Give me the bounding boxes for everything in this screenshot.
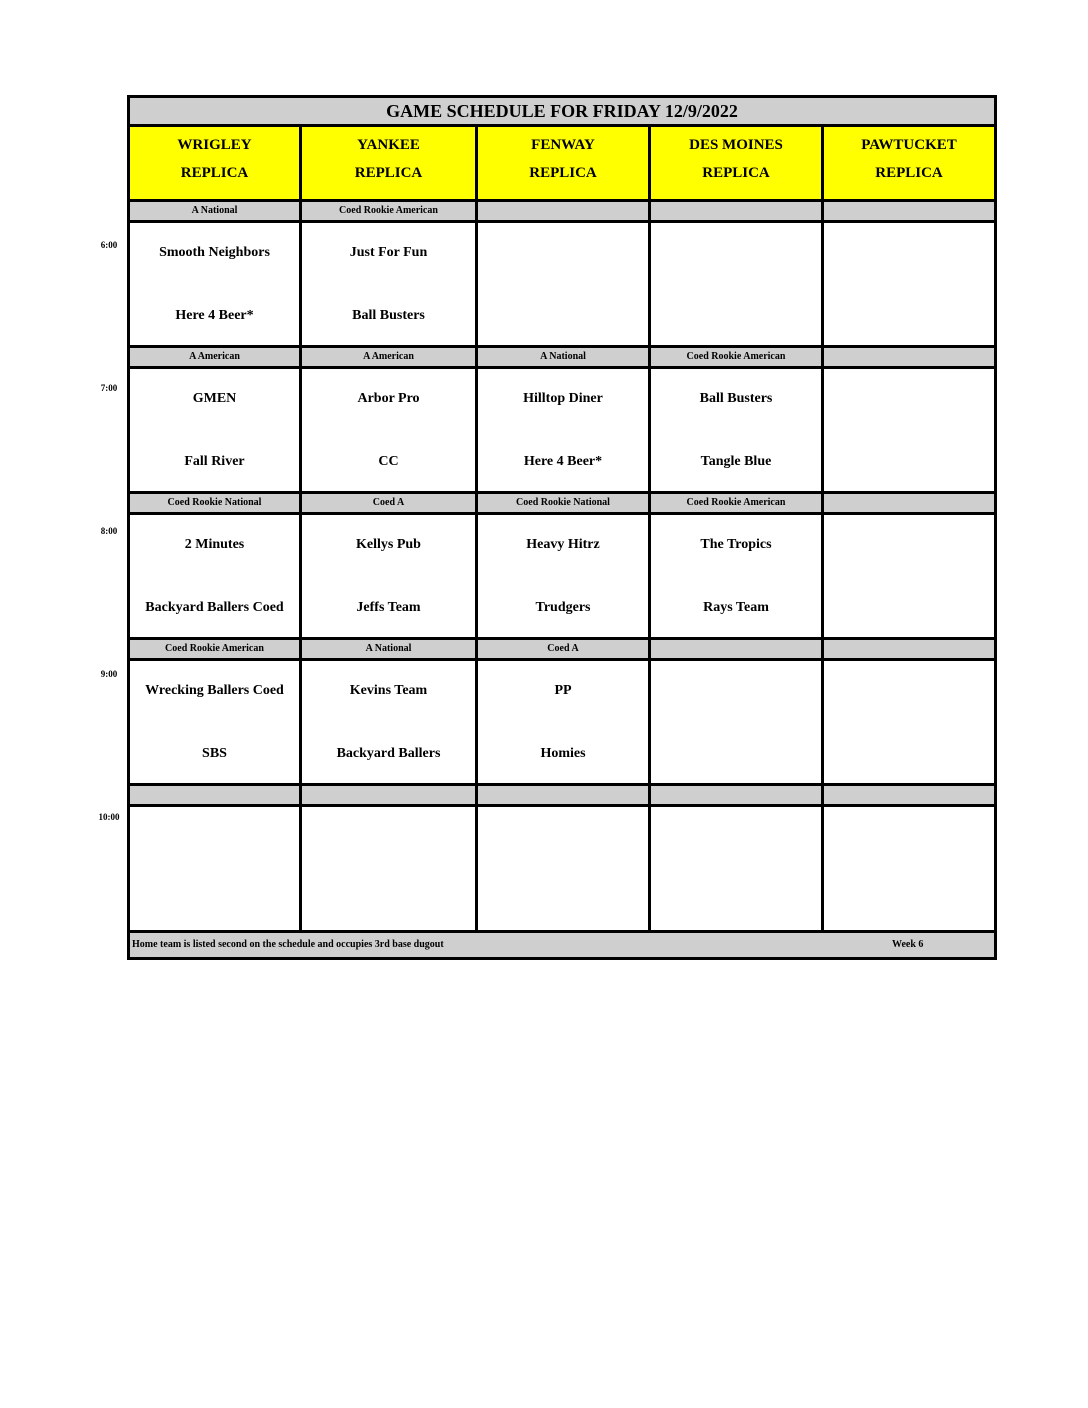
division-label bbox=[478, 202, 651, 220]
game-cell bbox=[824, 515, 994, 637]
division-label bbox=[824, 640, 994, 658]
division-row bbox=[130, 640, 994, 661]
division-label: Coed Rookie American bbox=[302, 202, 478, 220]
game-row bbox=[130, 515, 994, 640]
game-cell bbox=[302, 369, 478, 491]
home-team: Trudgers bbox=[535, 600, 591, 615]
game-cell bbox=[302, 807, 478, 930]
away-team: Hilltop Diner bbox=[523, 391, 603, 406]
division-label bbox=[478, 786, 651, 804]
home-team: Rays Team bbox=[703, 600, 769, 615]
game-cell bbox=[651, 661, 824, 783]
away-team: Wrecking Ballers Coed bbox=[145, 683, 284, 698]
division-label: Coed Rookie American bbox=[130, 640, 302, 658]
away-team: Heavy Hitrz bbox=[526, 537, 600, 552]
game-row bbox=[130, 223, 994, 348]
away-team: Smooth Neighbors bbox=[159, 245, 270, 260]
game-cell bbox=[478, 515, 651, 637]
division-label: Coed Rookie National bbox=[478, 494, 651, 512]
field-header bbox=[651, 127, 824, 199]
game-cell bbox=[302, 661, 478, 783]
home-team: Ball Busters bbox=[352, 308, 425, 323]
division-label: Coed A bbox=[302, 494, 478, 512]
division-label bbox=[130, 786, 302, 804]
division-label: A National bbox=[302, 640, 478, 658]
division-label bbox=[824, 494, 994, 512]
home-team: SBS bbox=[202, 746, 227, 761]
time-label: 9:00 bbox=[100, 669, 118, 679]
field-name: YANKEE bbox=[357, 137, 420, 153]
away-team: Kevins Team bbox=[349, 683, 428, 698]
field-header bbox=[302, 127, 478, 199]
game-cell bbox=[651, 369, 824, 491]
game-cell bbox=[478, 807, 651, 930]
away-team: GMEN bbox=[192, 391, 237, 406]
game-cell bbox=[824, 223, 994, 345]
game-cell bbox=[130, 223, 302, 345]
game-cell bbox=[302, 515, 478, 637]
game-row bbox=[130, 661, 994, 786]
away-team: Kellys Pub bbox=[356, 537, 421, 552]
division-label: A American bbox=[302, 348, 478, 366]
field-name: DES MOINES bbox=[689, 137, 783, 153]
home-team: Backyard Ballers bbox=[336, 746, 441, 761]
time-label: 7:00 bbox=[100, 383, 118, 393]
schedule-title: GAME SCHEDULE FOR FRIDAY 12/9/2022 bbox=[130, 98, 994, 127]
division-label: Coed A bbox=[478, 640, 651, 658]
away-team: Arbor Pro bbox=[357, 391, 420, 406]
field-header bbox=[824, 127, 994, 199]
game-row bbox=[130, 369, 994, 494]
field-subtitle: REPLICA bbox=[354, 165, 423, 181]
game-cell bbox=[302, 223, 478, 345]
game-cell bbox=[130, 807, 302, 930]
time-label: 8:00 bbox=[100, 526, 118, 536]
game-row bbox=[130, 807, 994, 933]
home-team: Fall River bbox=[184, 454, 245, 469]
division-label: A National bbox=[478, 348, 651, 366]
home-team: Homies bbox=[540, 746, 586, 761]
game-cell bbox=[130, 369, 302, 491]
division-label bbox=[651, 786, 824, 804]
away-team: The Tropics bbox=[700, 537, 772, 552]
division-label: Coed Rookie National bbox=[130, 494, 302, 512]
schedule-sheet bbox=[127, 95, 997, 960]
home-team: CC bbox=[378, 454, 399, 469]
game-cell bbox=[130, 661, 302, 783]
field-subtitle: REPLICA bbox=[875, 165, 943, 181]
division-label: A American bbox=[130, 348, 302, 366]
division-label bbox=[824, 786, 994, 804]
field-header bbox=[130, 127, 302, 199]
division-label bbox=[824, 348, 994, 366]
away-team: PP bbox=[554, 683, 572, 698]
field-subtitle: REPLICA bbox=[180, 165, 249, 181]
away-team: 2 Minutes bbox=[184, 537, 245, 552]
division-row bbox=[130, 786, 994, 807]
division-label bbox=[651, 202, 824, 220]
time-label: 6:00 bbox=[100, 240, 118, 250]
field-subtitle: REPLICA bbox=[529, 165, 597, 181]
field-name: WRIGLEY bbox=[177, 137, 252, 153]
game-cell bbox=[824, 661, 994, 783]
home-team: Backyard Ballers Coed bbox=[145, 600, 284, 615]
division-label: Coed Rookie American bbox=[651, 348, 824, 366]
division-label bbox=[302, 786, 478, 804]
game-cell bbox=[478, 223, 651, 345]
week-label: Week 6 bbox=[892, 939, 924, 950]
game-cell bbox=[824, 369, 994, 491]
game-cell bbox=[824, 807, 994, 930]
division-row bbox=[130, 494, 994, 515]
home-team-note: Home team is listed second on the schedule and occupies 3rd base dugout bbox=[132, 939, 444, 950]
time-label: 10:00 bbox=[98, 812, 120, 822]
game-cell bbox=[478, 661, 651, 783]
division-row bbox=[130, 202, 994, 223]
division-row bbox=[130, 348, 994, 369]
game-cell bbox=[651, 515, 824, 637]
field-header-row bbox=[130, 127, 994, 202]
division-label bbox=[824, 202, 994, 220]
field-subtitle: REPLICA bbox=[702, 165, 770, 181]
schedule-footer bbox=[130, 933, 994, 957]
game-cell bbox=[130, 515, 302, 637]
division-label: Coed Rookie American bbox=[651, 494, 824, 512]
home-team: Tangle Blue bbox=[700, 454, 772, 469]
division-label: A National bbox=[130, 202, 302, 220]
field-name: PAWTUCKET bbox=[861, 137, 957, 153]
away-team: Just For Fun bbox=[349, 245, 428, 260]
game-cell bbox=[651, 223, 824, 345]
game-cell bbox=[478, 369, 651, 491]
division-label bbox=[651, 640, 824, 658]
home-team: Here 4 Beer* bbox=[523, 454, 603, 469]
home-team: Jeffs Team bbox=[356, 600, 421, 615]
field-header bbox=[478, 127, 651, 199]
away-team: Ball Busters bbox=[699, 391, 773, 406]
home-team: Here 4 Beer* bbox=[175, 308, 254, 323]
game-cell bbox=[651, 807, 824, 930]
field-name: FENWAY bbox=[531, 137, 595, 153]
